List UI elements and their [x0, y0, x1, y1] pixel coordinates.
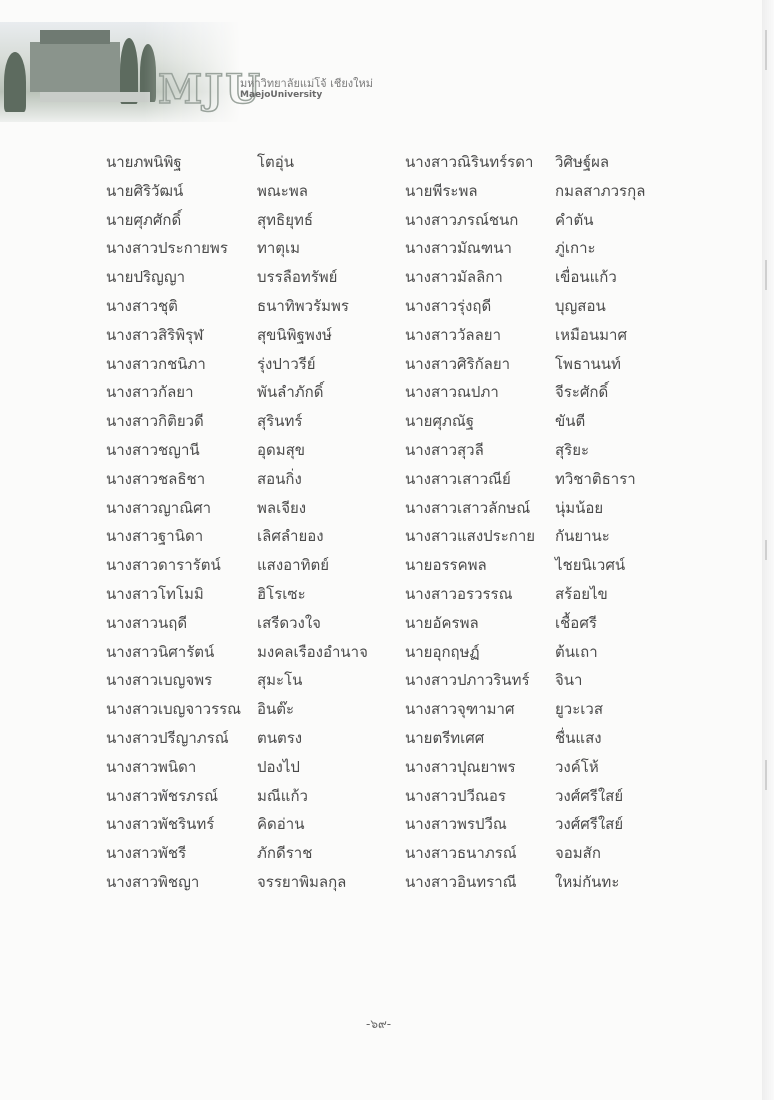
- surname-left: แสงอาทิตย์: [257, 556, 329, 575]
- surname-right: ต้นเถา: [555, 642, 598, 661]
- first-name-left: นางสาวชลธิชา: [106, 469, 206, 488]
- first-name-right: นางสาวมัลลิกา: [405, 268, 503, 287]
- first-name-right: นางสาววัลลยา: [405, 325, 502, 344]
- surname-right: จอมสัก: [555, 844, 601, 863]
- first-name-left: นางสาวญาณิศา: [106, 498, 212, 517]
- first-name-right: นางสาวมัณฑนา: [405, 239, 512, 258]
- name-row: [0, 784, 762, 813]
- page-edge: [762, 0, 774, 1100]
- first-name-left: นางสาวนิศารัตน์: [106, 642, 215, 661]
- surname-right: วิศิษฐ์ผล: [555, 153, 610, 171]
- first-name-right: นายอรรคพล: [405, 556, 487, 575]
- first-name-right: นางสาวเสาวณีย์: [405, 469, 511, 488]
- first-name-right: นายอุกฤษฏ์: [405, 642, 480, 661]
- surname-left: ทาตุเม: [257, 239, 301, 258]
- first-name-right: นางสาวอรวรรณ: [405, 585, 513, 603]
- surname-right: วงศ์ศรีใสย์: [555, 786, 624, 805]
- name-row: [0, 265, 762, 294]
- surname-left: สุขนิพิฐพงษ์: [257, 325, 332, 344]
- surname-left: สอนกิ่ง: [257, 469, 302, 488]
- surname-left: อินต๊ะ: [257, 700, 295, 719]
- first-name-right: นายอัครพล: [405, 613, 479, 632]
- first-name-right: นางสาวแสงประกาย: [405, 527, 536, 546]
- first-name-left: นางสาวปรีญาภรณ์: [106, 729, 229, 747]
- first-name-left: นางสาวกัลยา: [106, 383, 194, 402]
- first-name-left: นางสาวพิชญา: [106, 873, 200, 891]
- first-name-right: นางสาวเสาวลักษณ์: [405, 498, 531, 517]
- name-row: [0, 236, 762, 265]
- surname-left: รุ่งปาวรีย์: [257, 354, 316, 373]
- name-row: [0, 640, 762, 669]
- surname-left: มงคลเรืองอำนาจ: [257, 642, 368, 661]
- first-name-left: นางสาวเบญจาวรรณ: [106, 700, 242, 719]
- first-name-right: นางสาวปภาวรินทร์: [405, 671, 530, 690]
- surname-left: เลิศลำยอง: [257, 527, 324, 546]
- first-name-left: นางสาวชญานี: [106, 441, 200, 459]
- first-name-right: นางสาวพรปวีณ: [405, 815, 507, 834]
- first-name-left: นางสาวพนิดา: [106, 757, 197, 776]
- first-name-right: นางสาวจุฑามาศ: [405, 700, 515, 719]
- university-name-thai: มหาวิทยาลัยแม่โจ้ เชียงใหม่: [240, 77, 374, 90]
- surname-right: นุ่มน้อย: [555, 498, 604, 517]
- surname-right: คำตัน: [555, 210, 594, 229]
- first-name-left: นายศุภศักดิ์: [106, 210, 182, 229]
- first-name-left: นายภพนิพิฐ: [106, 153, 182, 171]
- name-row: [0, 755, 762, 784]
- name-row: [0, 496, 762, 525]
- surname-left: โตอุ่น: [257, 153, 295, 171]
- surname-right: ไชยนิเวศน์: [555, 556, 626, 575]
- name-row: [0, 870, 762, 899]
- surname-right: เขื่อนแก้ว: [555, 268, 617, 287]
- name-row: [0, 208, 762, 237]
- name-row: [0, 179, 762, 208]
- surname-left: สุทธิยุทธ์: [257, 210, 314, 229]
- name-row: [0, 352, 762, 381]
- first-name-right: นายพีระพล: [405, 181, 478, 200]
- surname-left: ภักดีราช: [257, 844, 313, 863]
- surname-left: พันลำภักดิ์: [257, 383, 324, 402]
- surname-right: กมลสาภวรกุล: [555, 181, 646, 200]
- surname-left: บรรลือทรัพย์: [257, 268, 338, 287]
- first-name-right: นางสาวสุวลี: [405, 441, 484, 459]
- first-name-left: นางสาวเบญจพร: [106, 671, 213, 690]
- first-name-right: นางสาวปุณยาพร: [405, 757, 516, 776]
- name-row: [0, 524, 762, 553]
- name-row: [0, 668, 762, 697]
- name-row: [0, 812, 762, 841]
- first-name-left: นางสาวพัชรินทร์: [106, 815, 215, 834]
- first-name-right: นางสาวภรณ์ชนก: [405, 210, 519, 229]
- surname-right: วงค์โห้: [555, 757, 599, 776]
- first-name-left: นางสาวประกายพร: [106, 239, 228, 258]
- first-name-right: นางสาวศิริกัลยา: [405, 354, 511, 373]
- name-row: [0, 409, 762, 438]
- university-name-english: MaejoUniversity: [240, 90, 323, 100]
- surname-right: ใหม่กันทะ: [555, 873, 620, 891]
- surname-right: จีระศักดิ์: [555, 383, 609, 402]
- surname-left: ธนาทิพวรัมพร: [257, 297, 349, 315]
- surname-left: พลเจียง: [257, 498, 307, 517]
- surname-right: ยูวะเวส: [555, 700, 603, 719]
- surname-left: มณีแก้ว: [257, 786, 308, 805]
- name-row: [0, 150, 762, 179]
- university-logo: MJU: [158, 66, 263, 113]
- name-row: [0, 726, 762, 755]
- surname-left: พณะพล: [257, 181, 308, 200]
- page-header: [0, 0, 380, 135]
- surname-left: ฮิโรเซะ: [257, 585, 306, 603]
- surname-left: สุรินทร์: [257, 412, 303, 431]
- surname-left: จรรยาพิมลกุล: [257, 873, 347, 891]
- first-name-left: นางสาวกิติยวดี: [106, 412, 204, 431]
- first-name-right: นางสาวรุ่งฤดี: [405, 297, 492, 315]
- surname-right: สร้อยไข: [555, 585, 608, 603]
- name-row: [0, 553, 762, 582]
- first-name-left: นายศิริวัฒน์: [106, 181, 184, 200]
- surname-left: ปองไป: [257, 757, 300, 776]
- surname-left: สุมะโน: [257, 671, 303, 690]
- first-name-right: นางสาวธนาภรณ์: [405, 844, 517, 863]
- name-row: [0, 380, 762, 409]
- surname-left: อุดมสุข: [257, 441, 306, 459]
- name-row: [0, 294, 762, 323]
- surname-left: ตนตรง: [257, 729, 303, 747]
- surname-right: บุญสอน: [555, 297, 606, 315]
- name-row: [0, 611, 762, 640]
- name-row: [0, 841, 762, 870]
- first-name-right: นางสาวณิรินทร์รดา: [405, 153, 534, 171]
- surname-right: เหมือนมาศ: [555, 325, 627, 344]
- surname-right: โพธานนท์: [555, 354, 621, 373]
- first-name-left: นางสาวดารารัตน์: [106, 556, 221, 575]
- surname-left: เสรีดวงใจ: [257, 613, 321, 632]
- first-name-right: นางสาวปวีณอร: [405, 786, 506, 805]
- first-name-left: นางสาวกชนิภา: [106, 354, 206, 373]
- name-row: [0, 582, 762, 611]
- name-row: [0, 438, 762, 467]
- first-name-left: นางสาวโทโมมิ: [106, 585, 204, 603]
- surname-right: ขันตี: [555, 412, 586, 431]
- surname-right: ทวิชาติธารา: [555, 469, 636, 488]
- first-name-right: นางสาวอินทราณี: [405, 873, 517, 891]
- surname-right: สุริยะ: [555, 441, 590, 459]
- first-name-left: นางสาวชุติ: [106, 297, 178, 315]
- surname-right: กันยานะ: [555, 527, 610, 546]
- surname-right: ชื่นแสง: [555, 729, 602, 747]
- surname-left: คิดอ่าน: [257, 815, 305, 834]
- first-name-left: นางสาวพัชรภรณ์: [106, 786, 218, 805]
- name-row: [0, 467, 762, 496]
- first-name-right: นางสาวณปภา: [405, 383, 499, 402]
- first-name-right: นายตรีทเศศ: [405, 729, 485, 747]
- name-row: [0, 323, 762, 352]
- surname-right: วงศ์ศรีใสย์: [555, 815, 624, 834]
- first-name-left: นางสาวฐานิดา: [106, 527, 204, 546]
- first-name-left: นางสาวนฤดี: [106, 613, 188, 632]
- surname-right: เชื้อศรี: [555, 613, 597, 632]
- name-row: [0, 697, 762, 726]
- first-name-left: นางสาวพัชรี: [106, 844, 187, 863]
- first-name-left: นายปริญญา: [106, 268, 186, 287]
- surname-right: จินา: [555, 671, 583, 690]
- page-number: -๖๙-: [366, 1017, 392, 1031]
- first-name-left: นางสาวสิริพิรุฬ: [106, 325, 204, 344]
- first-name-right: นายศุภณัฐ: [405, 412, 475, 431]
- surname-right: ภู่เกาะ: [555, 239, 596, 258]
